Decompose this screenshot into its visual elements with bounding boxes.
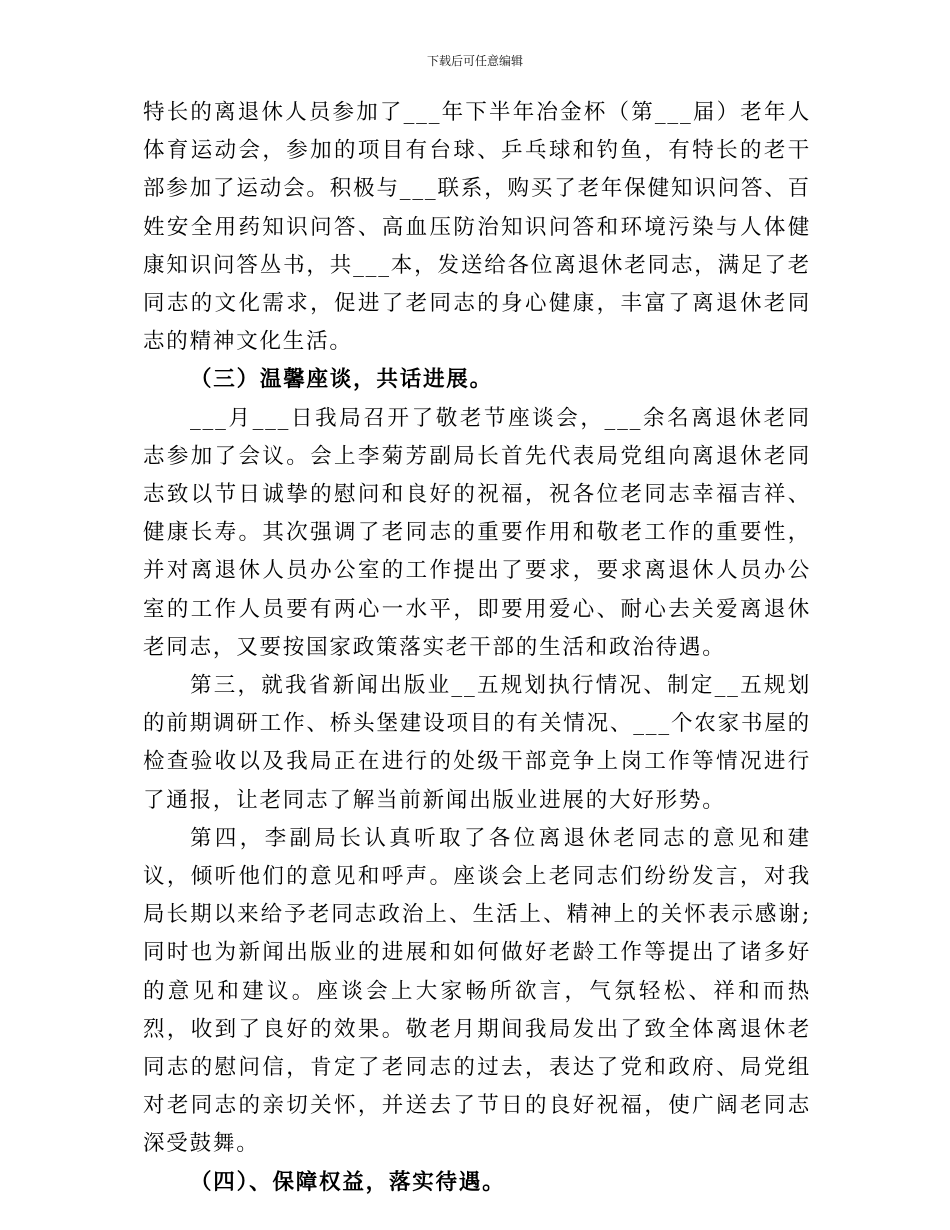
document-body [143,94,811,1202]
section-heading-3: （三）温馨座谈，共话进展。 [190,367,493,393]
paragraph-fourth: 第四，李副局长认真听取了各位离退休老同志的意见和建议，倾听他们的意见和呼声。座谈会上老同志们纷纷发言，对我局长期以来给予老同志政治上、生活上、精神上的关怀表示感谢;同时也为新闻出版业的进展和如何做好老龄工作等提出了诸多好的意见和建议。座谈会上大家畅所欲言，气氛轻松、祥和而热烈，收到了良好的效果。敬老月期间我局发出了致全体离退休老同志的慰问信，肯定了老同志的过去，表达了党和政府、局党组对老同志的亲切关怀，并送去了节日的良好祝福，使广阔老同志深受鼓舞。 [143,825,811,1157]
paragraph-symposium: ___月___日我局召开了敬老节座谈会，___余名离退休老同志参加了会议。会上李菊芳副局长首先代表局党组向离退休老同志致以节日诚挚的慰问和良好的祝福，祝各位老同志幸福吉祥、健康长寿。其次强调了老同志的重要作用和敬老工作的重要性，并对离退休人员办公室的工作提出了要求，要求离退休人员办公室的工作人员要有两心一水平，即要用爱心、耐心去关爱离退休老同志，又要按国家政策落实老干部的生活和政治待遇。 [143,405,811,660]
paragraph-continuation: 特长的离退休人员参加了___年下半年冶金杯（第___届）老年人体育运动会，参加的项目有台球、乒乓球和钓鱼，有特长的老干部参加了运动会。积极与___联系，购买了老年保健知识问答、百姓安全用药知识问答、高血压防治知识问答和环境污染与人体健康知识问答丛书，共___本，发送给各位离退休老同志，满足了老同志的文化需求，促进了老同志的身心健康，丰富了离退休老同志的精神文化生活。 [143,100,811,355]
page-header: 下载后可任意编辑 [426,54,523,68]
paragraph-third: 第三，就我省新闻出版业__五规划执行情况、制定__五规划的前期调研工作、桥头堡建设项目的有关情况、___个农家书屋的检查验收以及我局正在进行的处级干部竞争上岗工作等情况进行了通报，让老同志了解当前新闻出版业进展的大好形势。 [143,673,811,813]
section-heading-4: （四）、保障权益，落实待遇。 [190,1169,506,1195]
